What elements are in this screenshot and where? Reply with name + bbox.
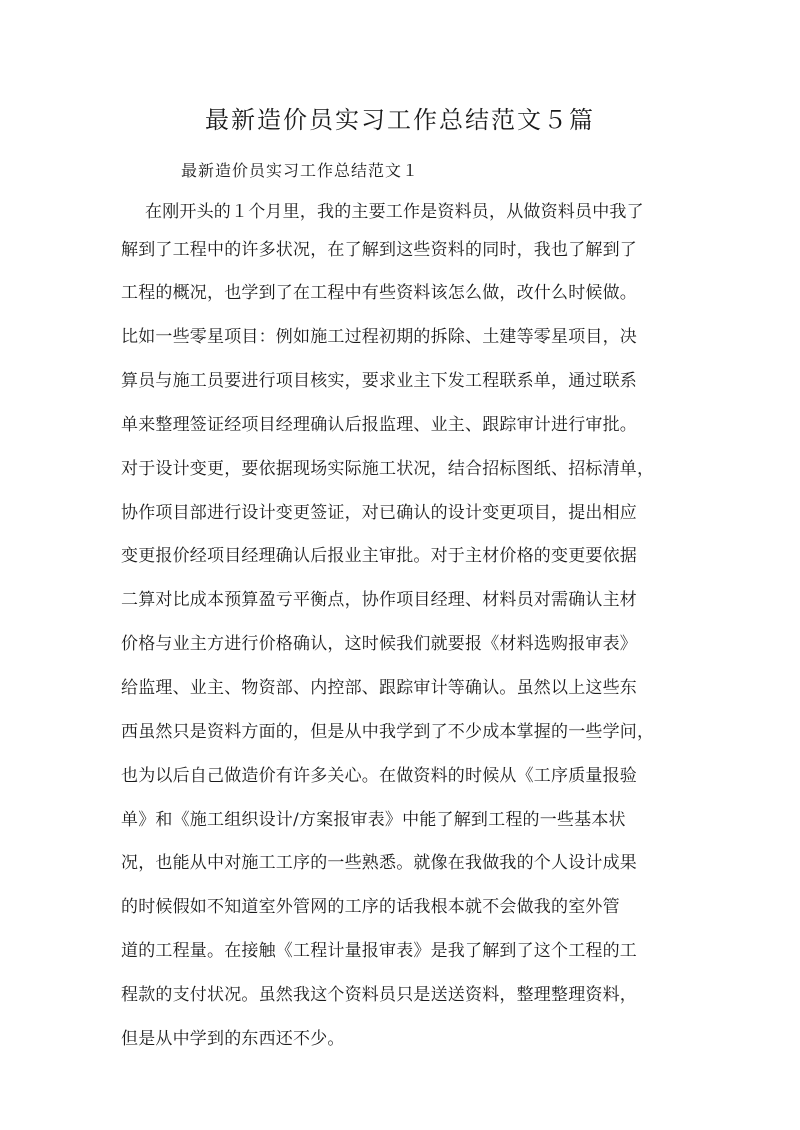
body-line: 程款的支付状况。虽然我这个资料员只是送送资料，整理整理资料， [121,985,637,1005]
body-line: 算员与施工员要进行项目核实，要求业主下发工程联系单，通过联系 [121,371,637,391]
body-line: 道的工程量。在接触《工程计量报审表》是我了解到了这个工程的工 [121,941,637,961]
body-line: 给监理、业主、物资部、内控部、跟踪审计等确认。虽然以上这些东 [121,678,637,698]
body-line: 工程的概况，也学到了在工程中有些资料该怎么做，改什么时候做。 [121,283,637,303]
body-line: 也为以后自己做造价有许多关心。在做资料的时候从《工序质量报验 [121,766,637,786]
body-line: 西虽然只是资料方面的，但是从中我学到了不少成本掌握的一些学问， [121,722,655,742]
body-line: 在刚开头的１个月里，我的主要工作是资料员，从做资料员中我了 [145,202,644,222]
body-line: 协作项目部进行设计变更签证，对已确认的设计变更项目，提出相应 [121,503,637,523]
body-line: 单来整理签证经项目经理确认后报监理、业主、跟踪审计进行审批。 [121,415,637,435]
body-line: 变更报价经项目经理确认后报业主审批。对于主材价格的变更要依据 [121,546,637,566]
body-line: 的时候假如不知道室外管网的工序的话我根本就不会做我的室外管 [121,897,620,917]
body-line: 对于设计变更，要依据现场实际施工状况，结合招标图纸、招标清单， [121,459,655,479]
body-line: 二算对比成本预算盈亏平衡点，协作项目经理、材料员对需确认主材 [121,590,637,610]
body-line: 价格与业主方进行价格确认，这时候我们就要报《材料选购报审表》 [121,634,637,654]
body-line: 比如一些零星项目：例如施工过程初期的拆除、土建等零星项目，决 [121,327,637,347]
section-subtitle: 最新造价员实习工作总结范文１ [181,161,420,180]
body-line: 但是从中学到的东西还不少。 [121,1029,345,1049]
body-line: 解到了工程中的许多状况，在了解到这些资料的同时，我也了解到了 [121,240,637,260]
document-title: 最新造价员实习工作总结范文５篇 [205,106,595,134]
body-line: 单》和《施工组织设计/方案报审表》中能了解到工程的一些基本状 [121,810,626,830]
body-line: 况，也能从中对施工工序的一些熟悉。就像在我做我的个人设计成果 [121,853,637,873]
